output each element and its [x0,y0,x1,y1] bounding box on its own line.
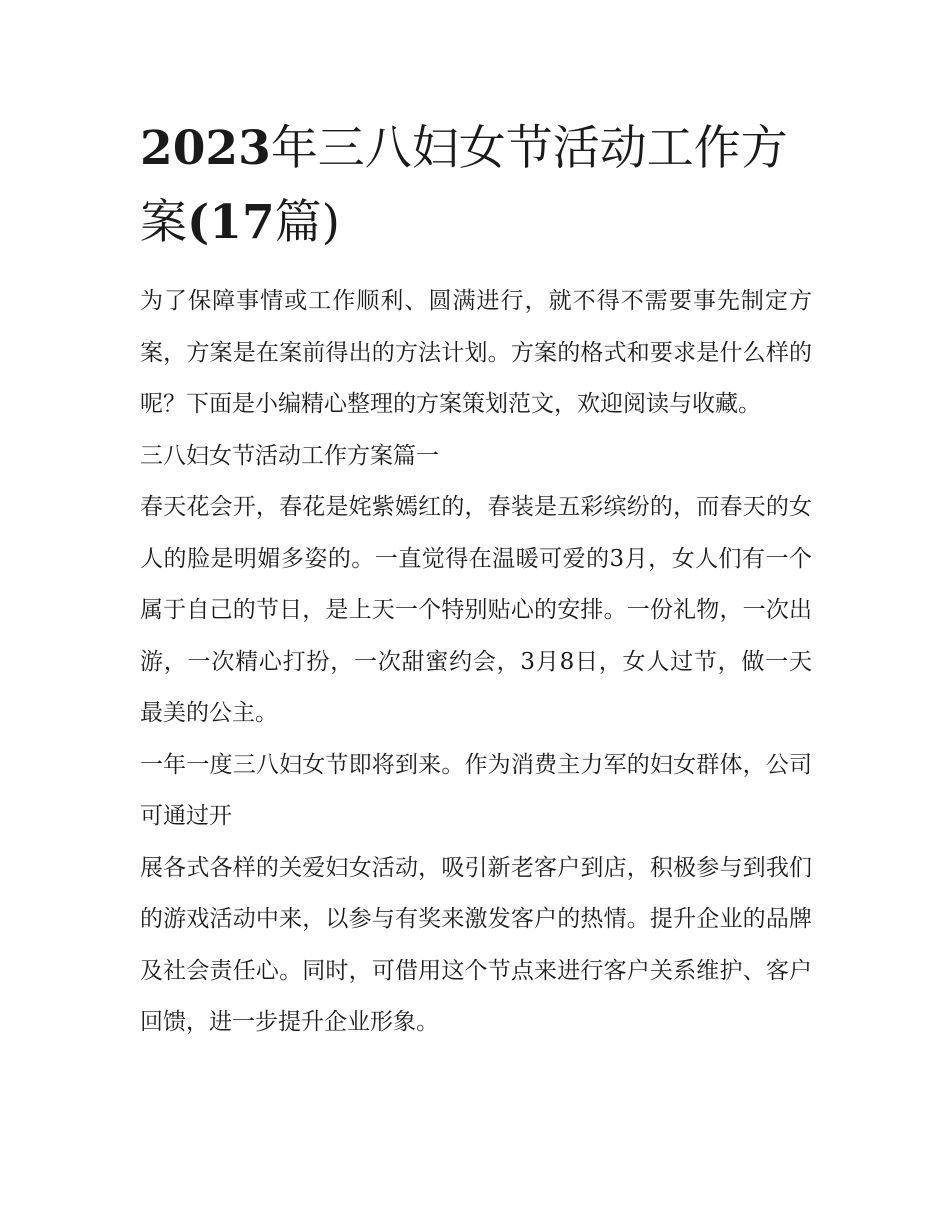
title-main: 年三八妇女节活动工作方案 [140,121,788,250]
body-paragraph-3: 展各式各样的关爱妇女活动，吸引新老客户到店，积极参与到我们的游戏活动中来，以参与有奖来激发客户的热情。提升企业的品牌及社会责任心。同时，可借用这个节点来进行客户关系维护、客户回馈，进一步提升企业形象。 [140,854,812,1035]
title-count: (17 [187,195,275,250]
document-page [140,112,812,1049]
intro-paragraph: 为了保障事情或工作顺利、圆满进行，就不得不需要事先制定方案，方案是在案前得出的方法计划。方案的格式和要求是什么样的呢？下面是小编精心整理的方案策划范文，欢迎阅读与收藏。 [140,288,812,417]
section-heading: 三八妇女节活动工作方案篇一 [140,442,439,469]
title-suffix: 篇) [274,195,340,250]
body-paragraph-2: 一年一度三八妇女节即将到来。作为消费主力军的妇女群体，公司可通过开 [140,751,812,829]
title-year: 2023 [140,121,271,176]
body-paragraph-1: 春天花会开，春花是姹紫嫣红的，春装是五彩缤纷的，而春天的女人的脸是明媚多姿的。一直觉得在温暖可爱的3月，女人们有一个属于自己的节日，是上天一个特别贴心的安排。一份礼物，一次出游，一次精心打扮，一次甜蜜约会，3月8日，女人过节，做一天最美的公主。 [140,494,812,726]
document-title [140,112,812,260]
